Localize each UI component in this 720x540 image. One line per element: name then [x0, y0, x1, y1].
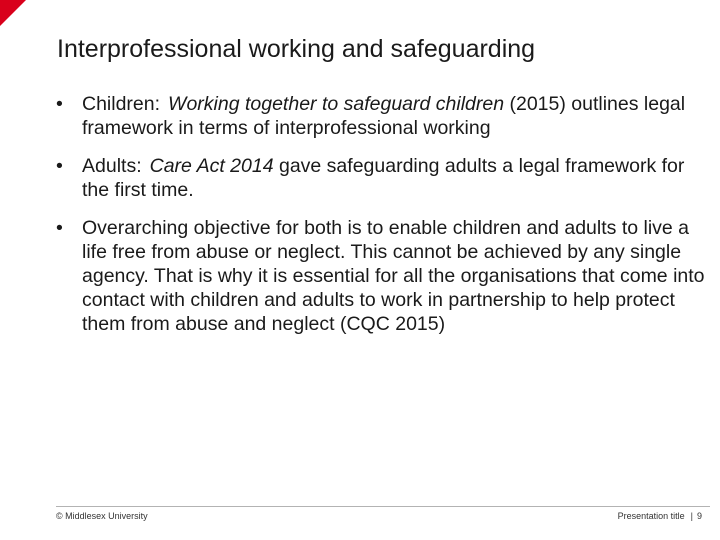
slide-title: Interprofessional working and safeguarding: [57, 35, 536, 63]
corner-triangle-logo: [0, 0, 40, 40]
bullet-lead: Adults:: [82, 155, 142, 177]
footer-divider: [56, 506, 710, 507]
bullet-italic-title: Care Act 2014: [149, 155, 274, 177]
bullet-item-objective: [56, 216, 706, 336]
bullet-dot: •: [56, 217, 63, 239]
bullet-italic-title: Working together to safeguard children: [168, 93, 505, 115]
bullet-dot: •: [56, 93, 63, 115]
bullet-text: gave safeguarding adults a legal framework for the first time.: [82, 155, 685, 201]
footer-presentation-title: Presentation title: [617, 511, 685, 521]
footer-right: [618, 510, 702, 522]
footer-copyright: © Middlesex University: [56, 511, 148, 521]
bullet-text: Overarching objective for both is to enable children and adults to live a life free from abuse or neglect. This cannot be achieved by any single agency. That is why it is essential for all the organisations that come into contact with children and adults to work in partnership to help protect them from abuse and neglect (CQC 2015): [82, 217, 705, 335]
bullet-list: [56, 92, 706, 350]
bullet-item-children: [56, 92, 706, 140]
bullet-lead: Children:: [82, 93, 161, 115]
page-number: 9: [696, 511, 702, 521]
bullet-text: (2015) outlines legal framework in terms of interprofessional working: [82, 93, 686, 139]
bullet-dot: •: [56, 155, 63, 177]
bullet-item-adults: [56, 154, 706, 202]
footer-separator: |: [690, 511, 693, 521]
